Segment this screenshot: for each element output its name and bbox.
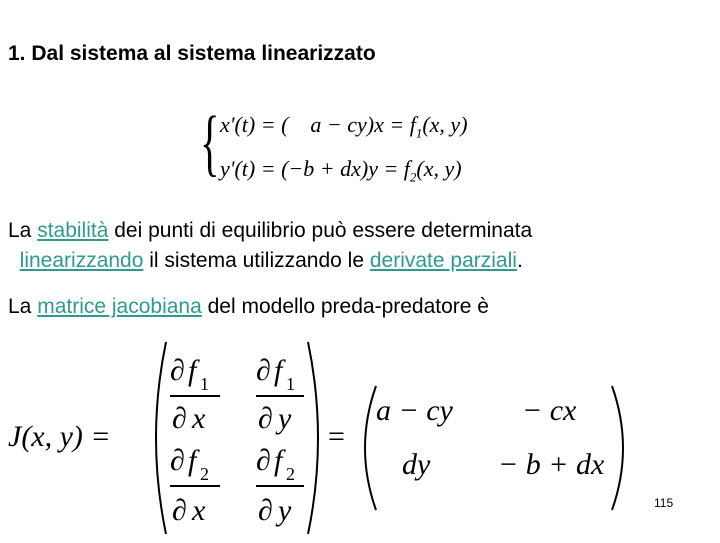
entry-a-minus-cy: a − cy [376, 394, 453, 427]
svg-text:∂: ∂ [172, 494, 187, 527]
svg-text:2: 2 [286, 464, 295, 484]
svg-text:∂: ∂ [256, 354, 271, 387]
jacobian-svg [8, 338, 648, 538]
entry-dy: dy [402, 448, 431, 481]
link-stabilita[interactable]: stabilità [37, 219, 109, 242]
equation-x: x'(t) = ( $a - cy)x = f_1(x$, y) [220, 112, 468, 141]
partial-f2-x [170, 444, 220, 527]
partial-f1-x [170, 354, 220, 435]
jacobian-formula [8, 338, 648, 538]
svg-text:x: x [192, 402, 206, 435]
entry-minus-cx: − cx [522, 394, 577, 427]
jacobian-equals: = [328, 420, 345, 453]
svg-text:f: f [274, 354, 283, 387]
matrix2-left-paren [365, 386, 376, 510]
svg-text:f: f [188, 354, 197, 387]
paragraph-stability: La stabilità dei punti di equilibrio può essere determinata linearizzando il sistema utilizzando le derivate parziali. [8, 219, 533, 272]
svg-text:f: f [188, 444, 197, 477]
svg-text:∂: ∂ [256, 444, 271, 477]
svg-text:f: f [274, 444, 283, 477]
paragraph-jacobian: La matrice jacobiana del modello preda-predatore è [8, 295, 489, 318]
svg-text:x: x [192, 494, 206, 527]
svg-text:1: 1 [200, 374, 209, 394]
link-linearizzando[interactable]: linearizzando [19, 249, 144, 272]
svg-text:y: y [278, 402, 292, 435]
matrix2-right-paren [612, 386, 623, 510]
svg-text:∂: ∂ [258, 402, 273, 435]
slide-title: 1. Dal sistema al sistema linearizzato [8, 42, 376, 65]
svg-text:∂: ∂ [170, 354, 185, 387]
equation-y: $y'(t) = (-b + dx)y = f_2(x$, y) [220, 156, 462, 185]
system-brace: { [200, 102, 220, 184]
jacobian-lhs: J(x, y) = [8, 420, 111, 453]
matrix1-right-paren [308, 342, 318, 534]
partial-f1-y [256, 354, 304, 435]
svg-text:1: 1 [286, 374, 295, 394]
svg-text:2: 2 [200, 464, 209, 484]
svg-text:y: y [278, 494, 292, 527]
svg-text:∂: ∂ [170, 444, 185, 477]
svg-text:∂: ∂ [258, 494, 273, 527]
link-matrice-jacobiana[interactable]: matrice jacobiana [37, 295, 202, 318]
link-derivate-parziali[interactable]: derivate parziali [369, 249, 517, 272]
entry-minus-b-plus-dx: − b + dx [498, 448, 605, 481]
page-number: 115 [654, 496, 674, 510]
partial-f2-y [256, 444, 304, 527]
svg-text:∂: ∂ [172, 402, 187, 435]
matrix1-left-paren [156, 342, 166, 534]
